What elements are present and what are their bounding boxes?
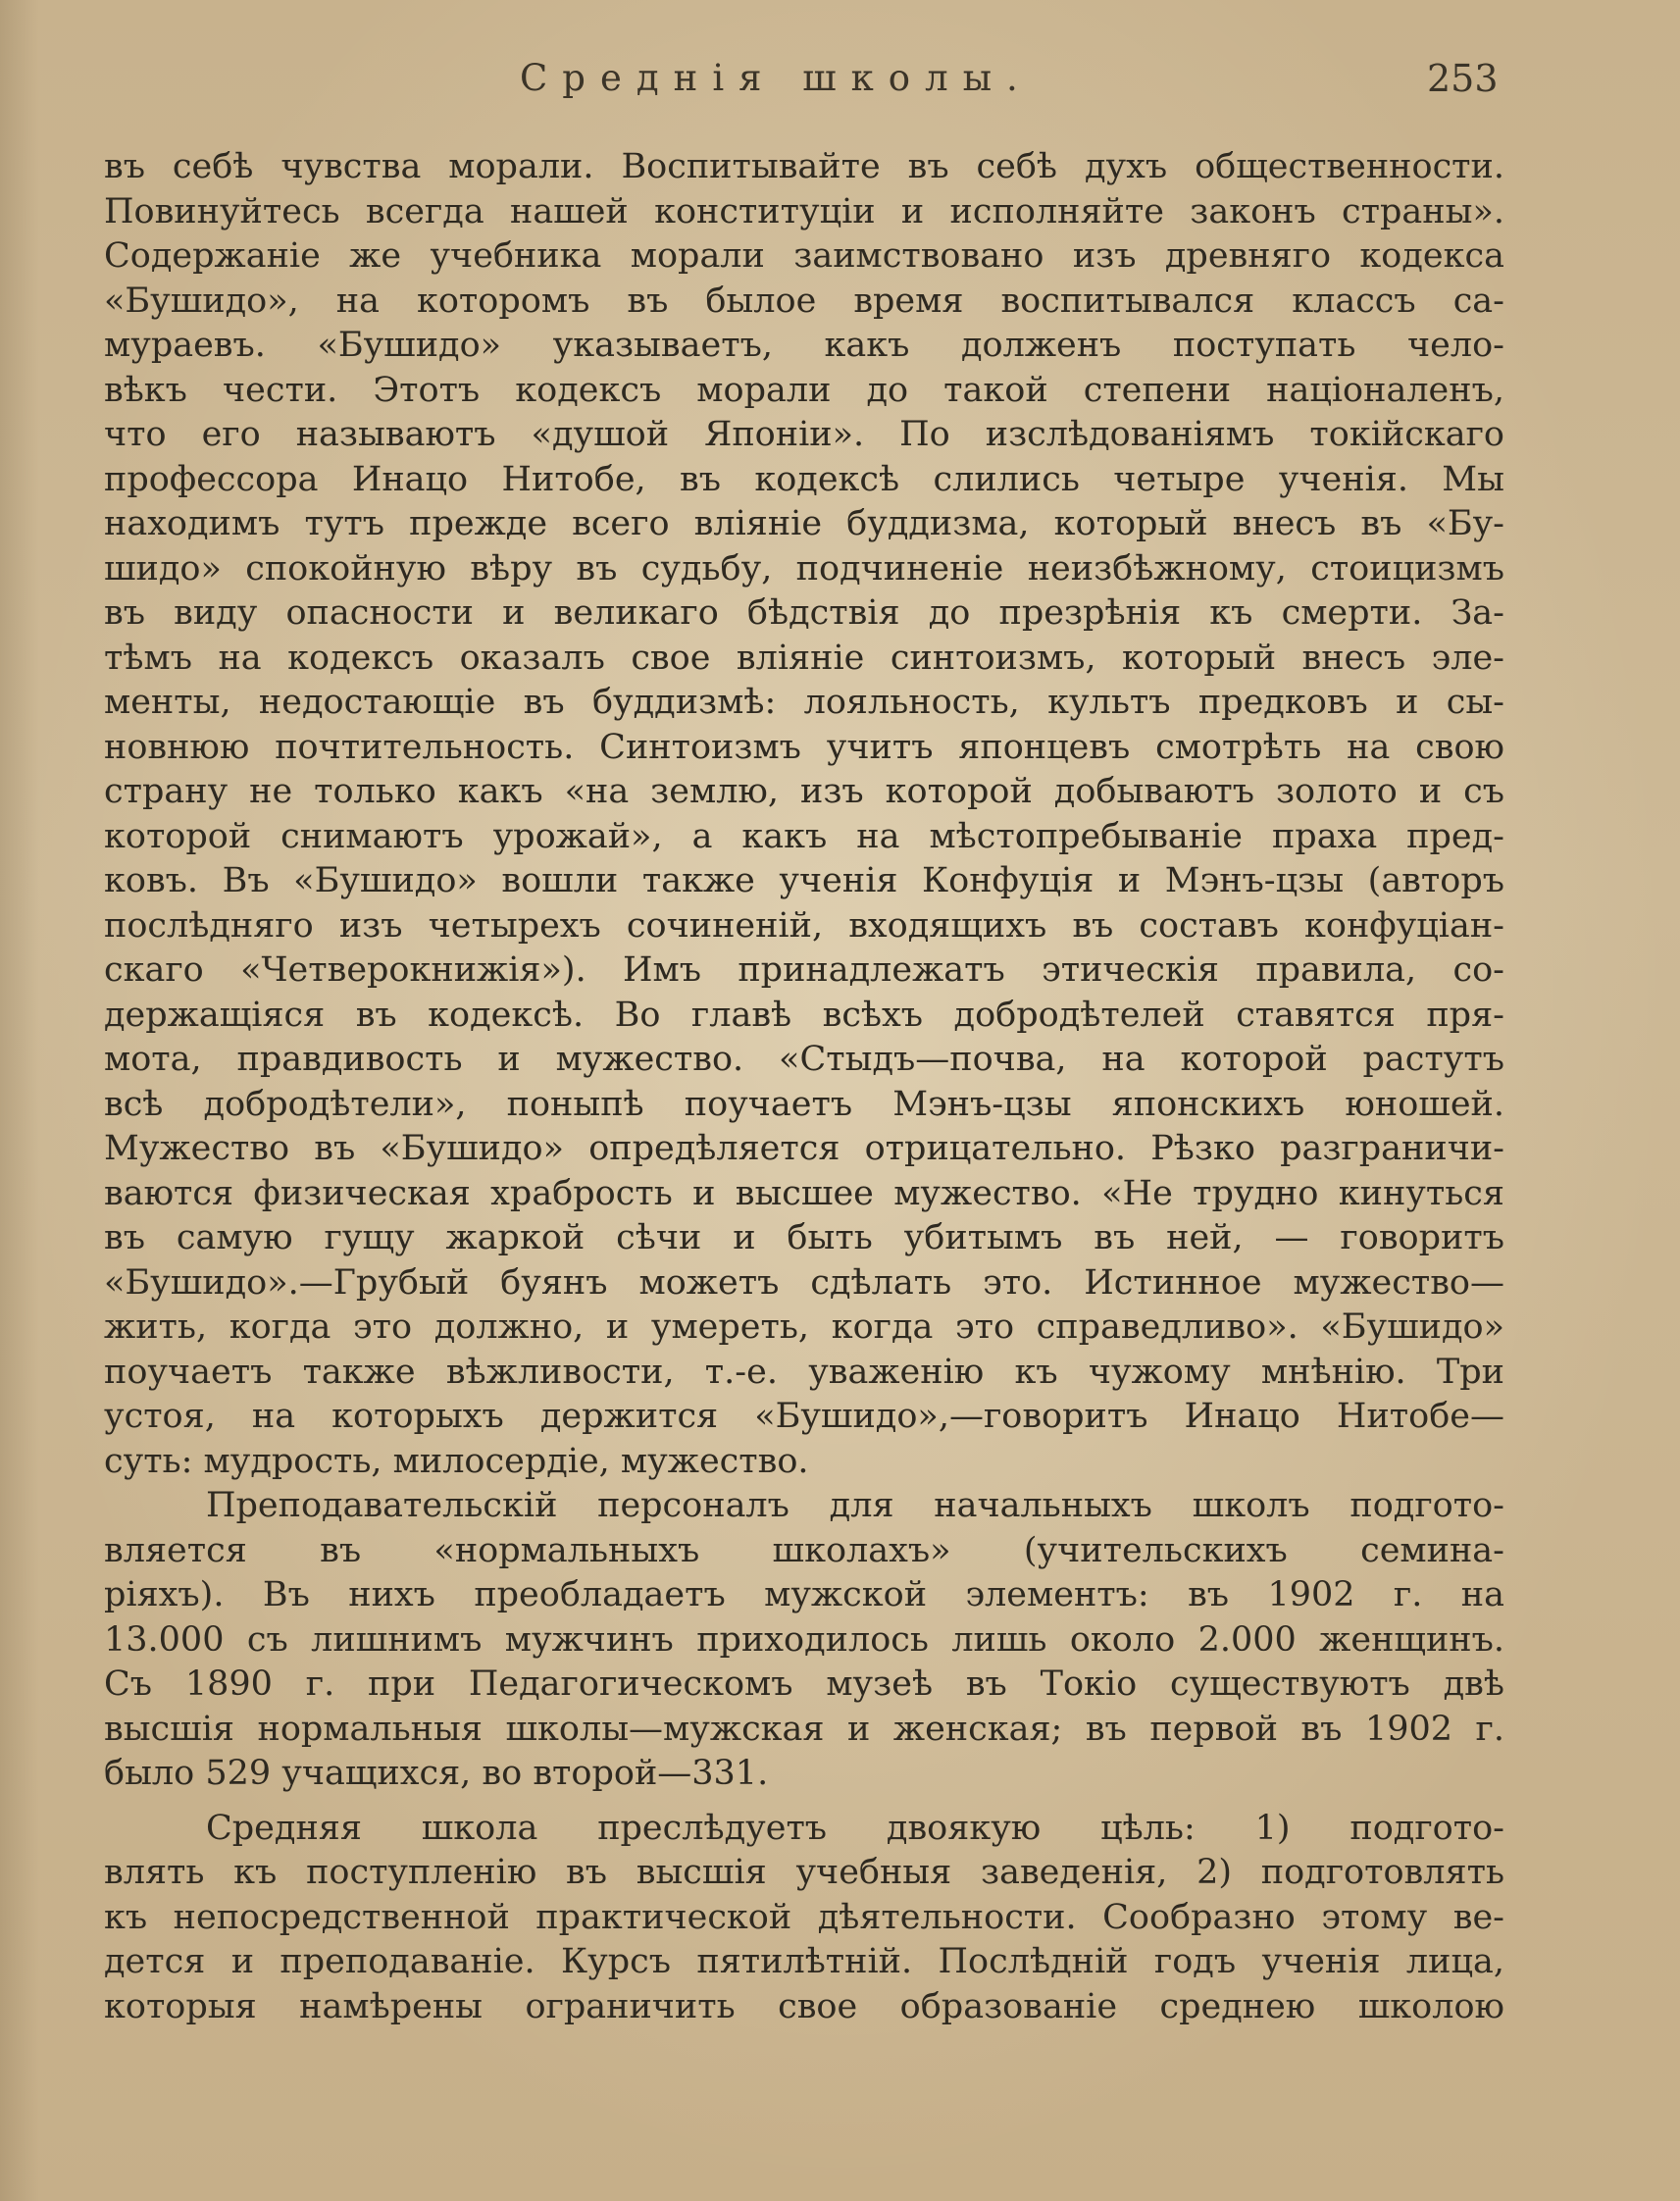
text-line: въ себѣ чувства морали. Воспитывайте въ себѣ духъ общественности. bbox=[104, 147, 1504, 186]
text-line: въ виду опасности и великаго бѣдствія до презрѣнія къ смерти. За- bbox=[104, 593, 1504, 633]
text-line: профессора Инацо Нитобе, въ кодексѣ слились четыре ученія. Мы bbox=[104, 459, 1504, 499]
text-line: тѣмъ на кодексъ оказалъ свое вліяніе синтоизмъ, который внесъ эле- bbox=[104, 638, 1504, 678]
text-line: 13.000 съ лишнимъ мужчинъ приходилось лишь около 2.000 женщинъ. bbox=[104, 1619, 1504, 1660]
text-line: Повинуйтесь всегда нашей конституціи и исполняйте законъ страны». bbox=[104, 191, 1504, 231]
running-title: Среднія школы. bbox=[520, 57, 1033, 99]
text-line: скаго «Четверокнижія»). Имъ принадлежатъ этическія правила, со- bbox=[104, 950, 1504, 990]
text-line: что его называютъ «душой Японіи». По изслѣдованіямъ токійскаго bbox=[104, 415, 1504, 454]
text-line: послѣдняго изъ четырехъ сочиненій, входящихъ въ составъ конфуціан- bbox=[104, 905, 1504, 946]
text-line: всѣ добродѣтели», поныпѣ поучаетъ Мэнъ-цзы японскихъ юношей. bbox=[104, 1084, 1504, 1124]
text-line: Съ 1890 г. при Педагогическомъ музеѣ въ Токіо существуютъ двѣ bbox=[104, 1664, 1504, 1704]
text-line: вѣкъ чести. Этотъ кодексъ морали до такой степени націоналенъ, bbox=[104, 370, 1504, 410]
text-line: вляется въ «нормальныхъ школахъ» (учительскихъ семина- bbox=[104, 1530, 1504, 1570]
text-line: новнюю почтительность. Синтоизмъ учитъ японцевъ смотрѣть на свою bbox=[104, 727, 1504, 767]
text-line: страну не только какъ «на землю, изъ которой добываютъ золото и съ bbox=[104, 772, 1504, 811]
page-number: 253 bbox=[1427, 57, 1499, 100]
text-line: мураевъ. «Бушидо» указываетъ, какъ долженъ поступать чело- bbox=[104, 326, 1504, 365]
paragraph-1 bbox=[104, 145, 1504, 1484]
text-line: было 529 учащихся, во второй—331. bbox=[104, 1754, 769, 1793]
text-line: ріяхъ). Въ нихъ преобладаетъ мужской элементъ: въ 1902 г. на bbox=[104, 1575, 1504, 1614]
text-line: высшія нормальныя школы—мужская и женская; въ первой въ 1902 г. bbox=[104, 1709, 1504, 1749]
body-text bbox=[104, 145, 1504, 2029]
text-line: «Бушидо».—Грубый буянъ можетъ сдѣлать это. Истинное мужество— bbox=[104, 1262, 1504, 1303]
text-line: Средняя школа преслѣдуетъ двоякую цѣль: 1) подгото- bbox=[206, 1808, 1504, 1848]
text-line: находимъ тутъ прежде всего вліяніе буддизма, который внесъ въ «Бу- bbox=[104, 504, 1504, 543]
paragraph-3 bbox=[104, 1807, 1504, 2030]
text-line: держащіяся въ кодексѣ. Во главѣ всѣхъ добродѣтелей ставятся пря- bbox=[104, 995, 1504, 1035]
text-line: Преподавательскій персоналъ для начальныхъ школъ подгото- bbox=[206, 1486, 1504, 1525]
text-line: которыя намѣрены ограничить свое образованіе среднею школою bbox=[104, 1986, 1504, 2026]
text-line: шидо» спокойную вѣру въ судьбу, подчиненіе неизбѣжному, стоицизмъ bbox=[104, 548, 1504, 589]
text-line: къ непосредственной практической дѣятельности. Сообразно этому ве- bbox=[104, 1897, 1504, 1937]
text-line: которой снимаютъ урожай», а какъ на мѣстопребываніе праха пред- bbox=[104, 816, 1504, 856]
text-line: мота, правдивость и мужество. «Стыдъ—почва, на которой растутъ bbox=[104, 1040, 1504, 1079]
text-line: дется и преподаваніе. Курсъ пятилѣтній. Послѣдній годъ ученія лица, bbox=[104, 1942, 1504, 1981]
paragraph-gap bbox=[104, 1797, 1504, 1807]
text-line: въ самую гущу жаркой сѣчи и быть убитымъ въ ней, — говоритъ bbox=[104, 1218, 1504, 1257]
text-line: менты, недостающіе въ буддизмѣ: лояльность, культъ предковъ и сы- bbox=[104, 683, 1504, 722]
text-line: влять къ поступленію въ высшія учебныя заведенія, 2) подготовлять bbox=[104, 1853, 1504, 1892]
text-line: ковъ. Въ «Бушидо» вошли также ученія Конфуція и Мэнъ-цзы (авторъ bbox=[104, 861, 1504, 900]
paragraph-2 bbox=[104, 1484, 1504, 1797]
text-line: Содержаніе же учебника морали заимствовано изъ древняго кодекса bbox=[104, 236, 1504, 276]
text-line: поучаетъ также вѣжливости, т.-е. уваженію къ чужому мнѣнію. Три bbox=[104, 1352, 1504, 1392]
page-spine-shadow bbox=[0, 0, 39, 2201]
text-line: ваются физическая храбрость и высшее мужество. «Не трудно кинуться bbox=[104, 1173, 1504, 1213]
text-line: «Бушидо», на которомъ въ былое время воспитывался классъ са- bbox=[104, 281, 1504, 321]
text-line: жить, когда это должно, и умереть, когда это справедливо». «Бушидо» bbox=[104, 1307, 1504, 1347]
running-head bbox=[0, 57, 1680, 106]
text-line: Мужество въ «Бушидо» опредѣляется отрицательно. Рѣзко разграничи- bbox=[104, 1129, 1504, 1168]
text-line: устоя, на которыхъ держится «Бушидо»,—говоритъ Инацо Нитобе— bbox=[104, 1397, 1504, 1436]
text-line: суть: мудрость, милосердіе, мужество. bbox=[104, 1441, 809, 1481]
